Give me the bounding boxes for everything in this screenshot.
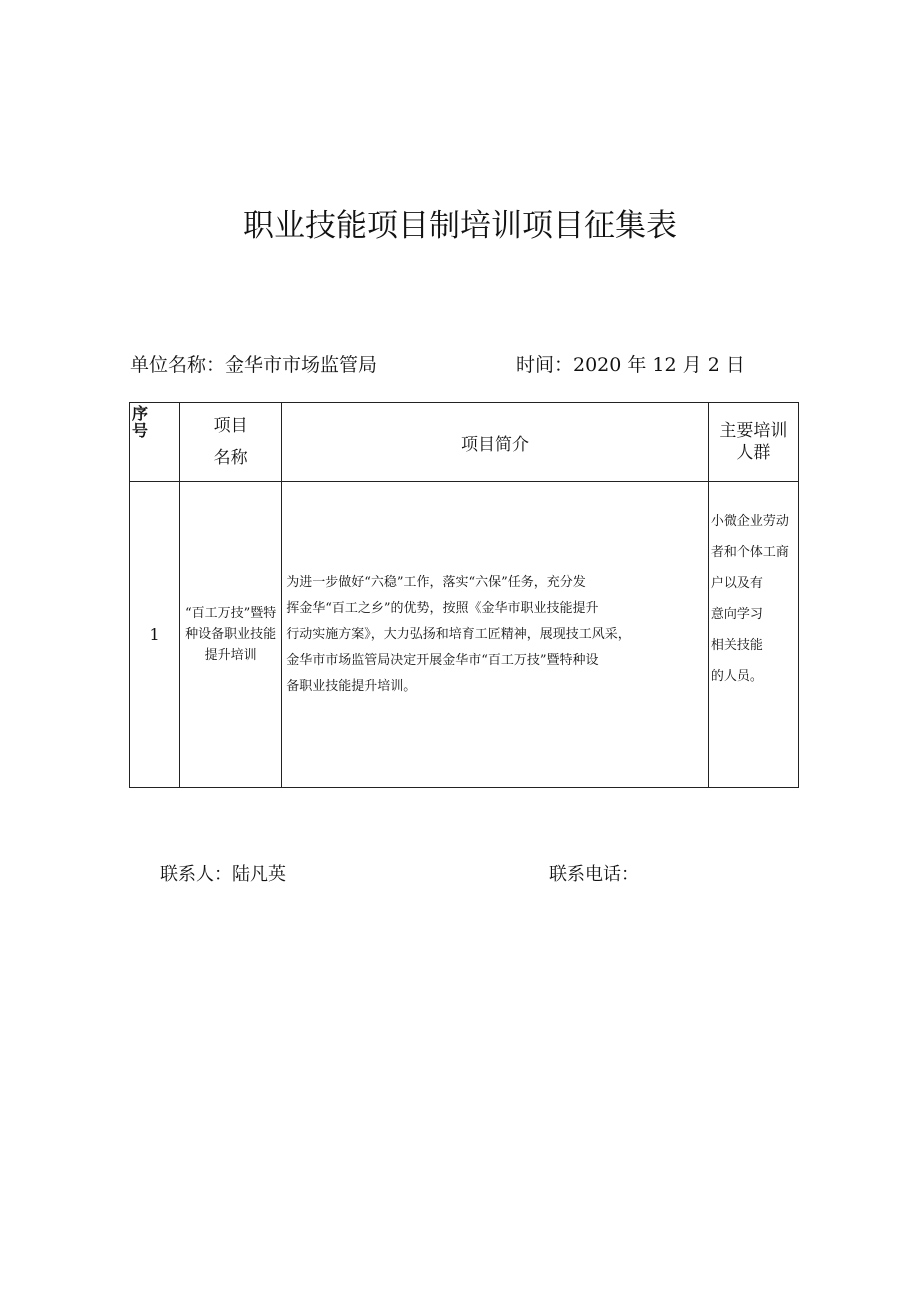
contact-phone: 联系电话：	[549, 864, 639, 885]
header-project-name: 项目 名称	[180, 403, 282, 482]
form-date: 时间：2020 年 12 月 2 日	[516, 354, 745, 376]
row-target-crowd: 小微企业劳动 者和个体工商 户以及有 意向学习 相关技能 的人员。	[708, 482, 798, 788]
unit-name: 单位名称：金华市市场监管局	[130, 354, 378, 376]
table-row	[130, 482, 799, 788]
project-table	[129, 402, 799, 788]
header-project-intro: 项目简介	[282, 403, 709, 482]
header-seq: 序 号	[130, 403, 180, 482]
row-seq: 1	[130, 482, 180, 788]
row-project-name: “百工万技”暨特种设备职业技能提升培训	[180, 482, 282, 788]
header-target-crowd: 主要培训 人群	[708, 403, 798, 482]
contact-person: 联系人：陆凡英	[160, 864, 286, 885]
page-title: 职业技能项目制培训项目征集表	[243, 208, 677, 244]
table-header-row	[130, 403, 799, 482]
row-project-intro: 为进一步做好“六稳”工作，落实“六保”任务，充分发 挥金华“百工之乡”的优势，按照《金华市职业技能提升 行动实施方案》，大力弘扬和培育工匠精神，展现技工风采， 金华市市场监管局决定开展金华市“百工万技”暨特种设 备职业技能提升培训。	[282, 482, 709, 788]
